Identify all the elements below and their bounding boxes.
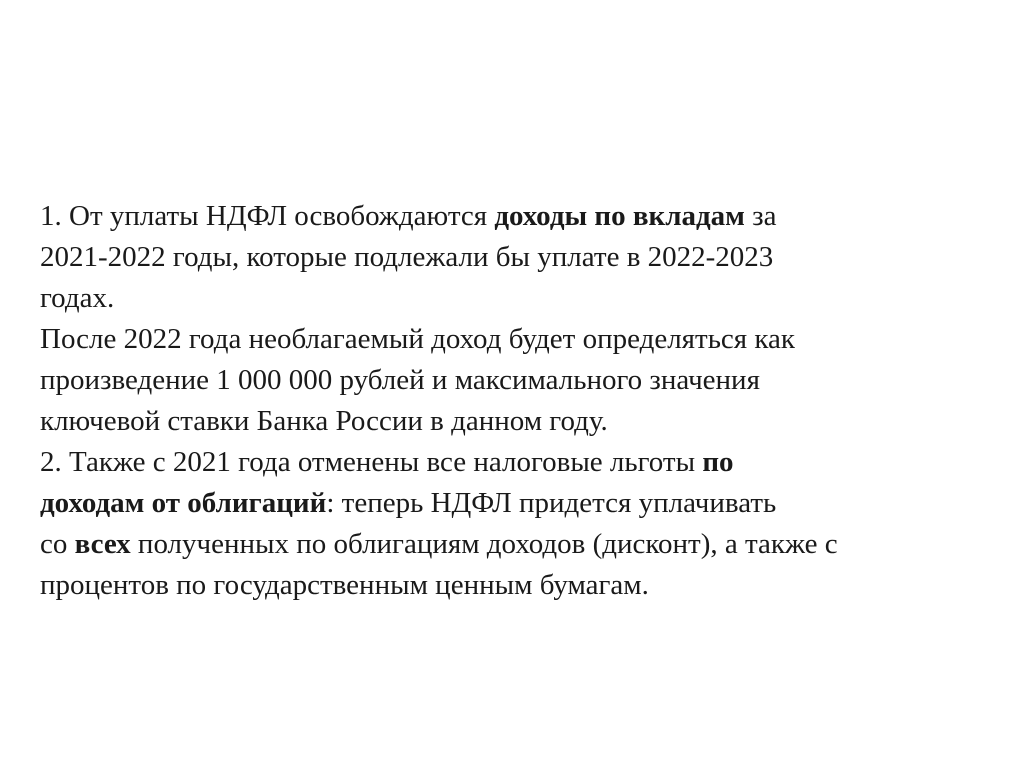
text-line: 2021-2022 годы, которые подлежали бы уплате в 2022-2023: [40, 241, 774, 273]
text-line: [40, 483, 1000, 524]
text-run: со: [40, 528, 75, 560]
text-run: полученных по облигациям доходов (дисконт), а также с: [130, 528, 838, 560]
text-line: После 2022 года необлагаемый доход будет определяться как: [40, 323, 795, 355]
text-bold: доходы по вкладам: [494, 200, 745, 232]
text-line: годах.: [40, 282, 115, 314]
text-run: : теперь НДФЛ придется уплачивать: [326, 487, 777, 519]
text-line: [40, 442, 1000, 483]
text-run: 2. Также с 2021 года отменены все налоговые льготы: [40, 446, 703, 478]
text-line: произведение 1 000 000 рублей и максимального значения: [40, 364, 760, 396]
text-line: [40, 196, 1000, 237]
text-run: за: [744, 200, 777, 232]
text-run: 1. От уплаты НДФЛ освобождаются: [40, 200, 495, 232]
text-bold: доходам от облигаций: [40, 487, 327, 519]
text-bold: по: [702, 446, 734, 478]
text-line: [40, 524, 1000, 565]
slide-text: [40, 196, 1000, 606]
text-line: процентов по государственным ценным бумагам.: [40, 569, 649, 601]
text-line: ключевой ставки Банка России в данном году.: [40, 405, 608, 437]
text-bold: всех: [74, 528, 131, 560]
